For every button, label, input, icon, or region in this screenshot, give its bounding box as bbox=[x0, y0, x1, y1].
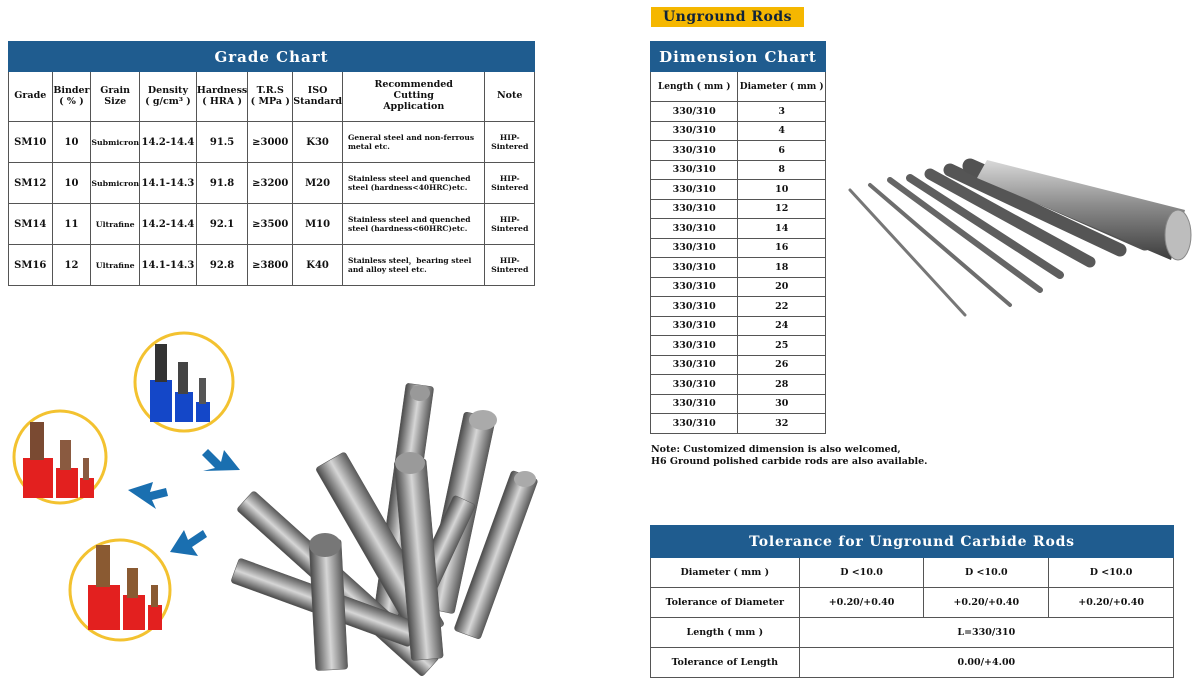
diameter-label: Diameter ( mm ) bbox=[651, 558, 800, 588]
diameter-cell: 16 bbox=[738, 238, 826, 258]
grain-cell: Ultrafine bbox=[91, 245, 140, 286]
length-cell: 330/310 bbox=[651, 141, 738, 161]
rod-end-shape bbox=[1165, 210, 1191, 260]
diameter-cell: 18 bbox=[738, 258, 826, 278]
tolerance-title: Tolerance for Unground Carbide Rods bbox=[651, 526, 1174, 558]
diameter-cell: 24 bbox=[738, 316, 826, 336]
application-cell: Stainless steel，bearing steel and alloy steel etc. bbox=[342, 245, 485, 286]
iso-cell: K40 bbox=[293, 245, 343, 286]
diameter-cell: 3 bbox=[738, 102, 826, 122]
length-cell: 330/310 bbox=[651, 102, 738, 122]
header-cell: Note bbox=[485, 72, 535, 122]
hardness-cell: 91.5 bbox=[196, 122, 247, 163]
grade-chart-header-row bbox=[9, 72, 535, 122]
header-cell: Recommended Cutting Application bbox=[342, 72, 485, 122]
table-row bbox=[651, 102, 826, 122]
diameter-cell: 32 bbox=[738, 414, 826, 434]
iso-cell: K30 bbox=[293, 122, 343, 163]
arrow-icon bbox=[202, 449, 240, 471]
dimension-chart-header-row bbox=[651, 72, 826, 102]
length-cell: 330/310 bbox=[651, 121, 738, 141]
diameter-cell: 28 bbox=[738, 375, 826, 395]
carbide-rods-image bbox=[845, 150, 1200, 325]
length-cell: 330/310 bbox=[651, 219, 738, 239]
note-cell: HIP-Sintered bbox=[485, 245, 535, 286]
table-row bbox=[651, 297, 826, 317]
binder-cell: 11 bbox=[52, 204, 91, 245]
dimension-note-line: H6 Ground polished carbide rods are also available. bbox=[651, 456, 928, 467]
scattered-rods-image bbox=[225, 375, 565, 680]
diameter-cell: D <10.0 bbox=[799, 558, 924, 588]
grade-chart-title: Grade Chart bbox=[9, 42, 535, 72]
binder-cell: 10 bbox=[52, 163, 91, 204]
dimension-note-line: Note: Customized dimension is also welcomed, bbox=[651, 444, 901, 455]
end-mill-tools-image bbox=[8, 330, 258, 650]
rod-end-shape bbox=[410, 385, 430, 401]
header-cell: Hardness ( HRA ) bbox=[196, 72, 247, 122]
iso-cell: M20 bbox=[293, 163, 343, 204]
iso-cell: M10 bbox=[293, 204, 343, 245]
grade-cell: SM16 bbox=[9, 245, 53, 286]
density-cell: 14.1-14.3 bbox=[140, 245, 197, 286]
table-row bbox=[651, 648, 1174, 678]
table-row bbox=[9, 122, 535, 163]
length-cell: 330/310 bbox=[651, 277, 738, 297]
application-cell: Stainless steel and quenched steel (hardness<60HRC)etc. bbox=[342, 204, 485, 245]
density-cell: 14.1-14.3 bbox=[140, 163, 197, 204]
density-cell: 14.2-14.4 bbox=[140, 122, 197, 163]
note-cell: HIP-Sintered bbox=[485, 122, 535, 163]
diameter-cell: 22 bbox=[738, 297, 826, 317]
tolerance-diameter-label: Tolerance of Diameter bbox=[651, 588, 800, 618]
length-cell: 330/310 bbox=[651, 258, 738, 278]
grade-chart bbox=[8, 41, 535, 286]
grade-cell: SM10 bbox=[9, 122, 53, 163]
diameter-cell: 6 bbox=[738, 141, 826, 161]
header-cell: Grain Size bbox=[91, 72, 140, 122]
length-cell: 330/310 bbox=[651, 375, 738, 395]
table-row bbox=[651, 414, 826, 434]
table-row bbox=[651, 618, 1174, 648]
trs-cell: ≥3000 bbox=[248, 122, 293, 163]
table-row bbox=[651, 121, 826, 141]
diameter-cell: 10 bbox=[738, 180, 826, 200]
grade-cell: SM14 bbox=[9, 204, 53, 245]
diameter-cell: D <10.0 bbox=[1049, 558, 1174, 588]
grain-cell: Submicron bbox=[91, 122, 140, 163]
diameter-cell: 26 bbox=[738, 355, 826, 375]
dimension-chart-title: Dimension Chart bbox=[651, 42, 826, 72]
length-cell: 330/310 bbox=[651, 394, 738, 414]
rod-end-shape bbox=[469, 410, 497, 430]
header-cell: Density ( g/cm³ ) bbox=[140, 72, 197, 122]
length-cell: 330/310 bbox=[651, 297, 738, 317]
note-cell: HIP-Sintered bbox=[485, 204, 535, 245]
diameter-cell: 8 bbox=[738, 160, 826, 180]
diameter-cell: 25 bbox=[738, 336, 826, 356]
unground-rods-label: Unground Rods bbox=[651, 7, 804, 27]
table-row bbox=[651, 375, 826, 395]
application-cell: General steel and non-ferrous metal etc. bbox=[342, 122, 485, 163]
length-value: L=330/310 bbox=[799, 618, 1173, 648]
length-cell: 330/310 bbox=[651, 414, 738, 434]
table-row bbox=[651, 238, 826, 258]
header-cell: T.R.S ( MPa ) bbox=[248, 72, 293, 122]
tolerance-diameter-cell: +0.20/+0.40 bbox=[799, 588, 924, 618]
table-row bbox=[651, 160, 826, 180]
header-cell: Diameter ( mm ) bbox=[738, 72, 826, 102]
table-row bbox=[651, 199, 826, 219]
diameter-cell: 4 bbox=[738, 121, 826, 141]
table-row bbox=[651, 219, 826, 239]
rod-end-shape bbox=[395, 452, 425, 474]
tolerance-length-value: 0.00/+4.00 bbox=[799, 648, 1173, 678]
hardness-cell: 91.8 bbox=[196, 163, 247, 204]
diameter-cell: 20 bbox=[738, 277, 826, 297]
arrow-icon bbox=[170, 530, 207, 556]
diameter-cell: 12 bbox=[738, 199, 826, 219]
dimension-note bbox=[651, 444, 927, 468]
note-cell: HIP-Sintered bbox=[485, 163, 535, 204]
trs-cell: ≥3800 bbox=[248, 245, 293, 286]
application-cell: Stainless steel and quenched steel (hardness<40HRC)etc. bbox=[342, 163, 485, 204]
rod-end-shape bbox=[514, 471, 536, 487]
tolerance-diameter-cell: +0.20/+0.40 bbox=[1049, 588, 1174, 618]
tolerance-diameter-cell: +0.20/+0.40 bbox=[924, 588, 1049, 618]
table-row bbox=[9, 163, 535, 204]
grade-cell: SM12 bbox=[9, 163, 53, 204]
binder-cell: 12 bbox=[52, 245, 91, 286]
binder-cell: 10 bbox=[52, 122, 91, 163]
trs-cell: ≥3200 bbox=[248, 163, 293, 204]
diameter-cell: 14 bbox=[738, 219, 826, 239]
table-row bbox=[651, 141, 826, 161]
length-label: Length ( mm ) bbox=[651, 618, 800, 648]
rod-end-shape bbox=[309, 533, 341, 557]
length-cell: 330/310 bbox=[651, 199, 738, 219]
header-cell: Length ( mm ) bbox=[651, 72, 738, 102]
density-cell: 14.2-14.4 bbox=[140, 204, 197, 245]
header-cell: Binder ( % ) bbox=[52, 72, 91, 122]
table-row bbox=[651, 258, 826, 278]
table-row bbox=[9, 245, 535, 286]
table-row bbox=[651, 558, 1174, 588]
trs-cell: ≥3500 bbox=[248, 204, 293, 245]
header-cell: Grade bbox=[9, 72, 53, 122]
table-row bbox=[651, 355, 826, 375]
diameter-cell: 30 bbox=[738, 394, 826, 414]
hardness-cell: 92.8 bbox=[196, 245, 247, 286]
table-row bbox=[651, 180, 826, 200]
table-row bbox=[9, 204, 535, 245]
length-cell: 330/310 bbox=[651, 160, 738, 180]
length-cell: 330/310 bbox=[651, 316, 738, 336]
tolerance-table bbox=[650, 525, 1174, 678]
table-row bbox=[651, 336, 826, 356]
length-cell: 330/310 bbox=[651, 238, 738, 258]
table-row bbox=[651, 316, 826, 336]
grain-cell: Ultrafine bbox=[91, 204, 140, 245]
table-row bbox=[651, 277, 826, 297]
length-cell: 330/310 bbox=[651, 355, 738, 375]
dimension-chart bbox=[650, 41, 826, 434]
hardness-cell: 92.1 bbox=[196, 204, 247, 245]
arrow-icon bbox=[128, 482, 168, 509]
diameter-cell: D <10.0 bbox=[924, 558, 1049, 588]
rod-shape bbox=[309, 539, 348, 670]
table-row bbox=[651, 588, 1174, 618]
length-cell: 330/310 bbox=[651, 180, 738, 200]
table-row bbox=[651, 394, 826, 414]
header-cell: ISO Standard bbox=[293, 72, 343, 122]
length-cell: 330/310 bbox=[651, 336, 738, 356]
grain-cell: Submicron bbox=[91, 163, 140, 204]
tolerance-length-label: Tolerance of Length bbox=[651, 648, 800, 678]
